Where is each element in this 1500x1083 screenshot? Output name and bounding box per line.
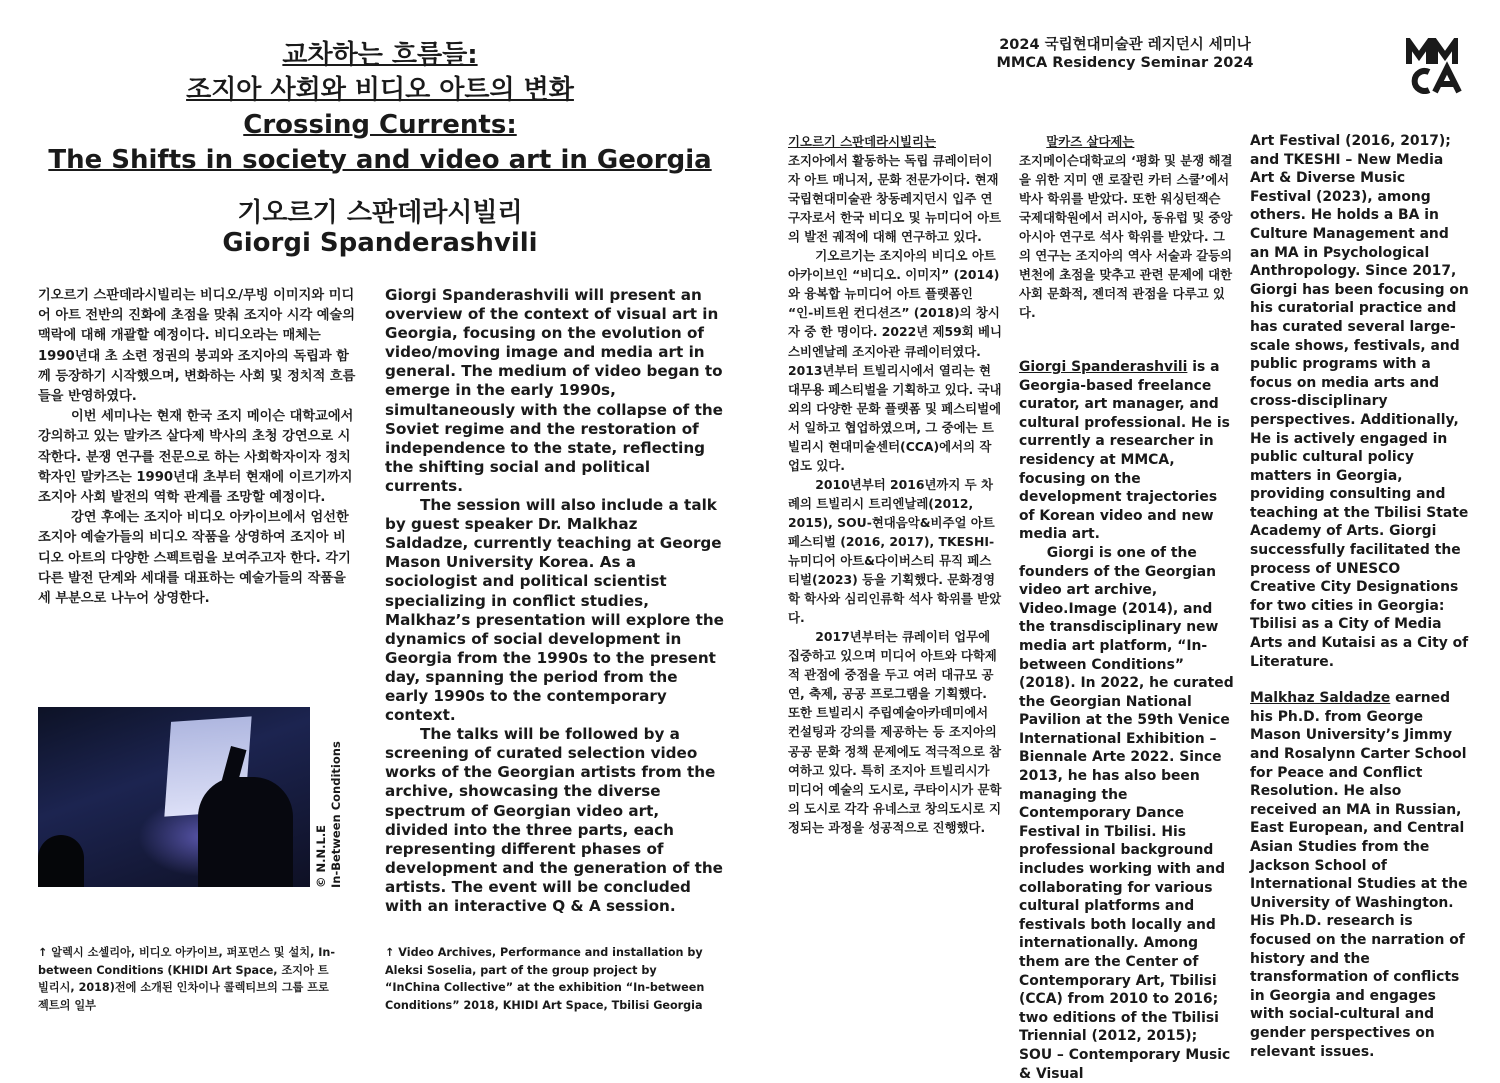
intro-english-paragraph-2: The session will also include a talk by guest speaker Dr. Malkhaz Saldadze, currently teaching at George Mason University Korea. As a sociologist and political scientist specializing in conflict studies, Malkhaz’s presentation will explore the dynamics of social development in Georgia from the 1990s to the present day, spanning the period from the early 1990s to the contemporary context. [385,496,724,725]
caption-english: ↑ Video Archives, Performance and installation by Aleksi Soselia, part of the group project by “InChina Collective” at the exhibition “In-between Conditions” 2018, KHIDI Art Space, Tbilisi Georgia [385,946,705,1012]
intro-english-paragraph-3: The talks will be followed by a screening of curated selection video works of the Georgian artists from the archive, showcasing the diverse spectrum of Georgian video art, divided into the three parts, each representing different phases of development and the generation of the artists. The event will be concluded with an interactive Q & A session. [385,725,723,915]
intro-korean-paragraph-2: 이번 세미나는 현재 한국 조지 메이슨 대학교에서 강의하고 있는 말카즈 살다제 박사의 초청 강연으로 시작한다. 분쟁 연구를 전문으로 하는 사회학자이자 정치학자인 말카즈는 1990년대 초부터 현재에 이르기까지 조지아 사회 발전의 역학 관계를 조망할 예정이다. [38,409,354,506]
bio-english-malkhaz-name: Malkhaz Saldadze [1250,690,1391,707]
title-line-2: 조지아 사회와 비디오 아트의 변화 [186,75,574,105]
speaker-name-english: Giorgi Spanderashvili [222,228,538,258]
seminar-header [960,36,1290,72]
photo-credit [314,740,354,890]
bio-english-giorgi-p1: is a Georgia-based freelance curator, art manager, and cultural professional. He is currently a researcher in residency at MMCA, focusing on the development trajectories of Korean video and new media art. [1019,359,1230,543]
bio-korean-giorgi-p3: 2010년부터 2016년까지 두 차례의 트빌리시 트리엔날레(2012, 2015), SOU-현대음악&비주얼 아트 페스티벌 (2016, 2017), TKESHI-뉴미디어 아트&다이버스티 뮤직 페스티벌(2023) 등을 기획했다. 문화경영학 학사와 심리인류학 석사 학위를 받았다. [788,476,1002,626]
caption-korean: ↑ 알렉시 소셀리아, 비디오 아카이브, 퍼포먼스 및 설치, In-between Conditions (KHIDI Art Space, 조지아 트빌리시, 2018)전에 소개된 인차이나 콜렉티브의 그룹 프로젝트의 일부 [38,946,336,1012]
bio-korean-malkhaz-p1: 조지메이슨대학교의 ‘평화 및 분쟁 해결을 위한 지미 앤 로잘린 카터 스쿨’에서 박사 학위를 받았다. 또한 워싱턴잭슨 국제대학원에서 러시아, 동유럽 및 중앙아시아 연구로 석사 학위를 받았다. 그의 연구는 조지아의 역사 서술과 갈등의 변천에 초점을 맞추고 관련 문제에 대한 사회 문화적, 젠더적 관점을 다루고 있다. [1019,153,1233,321]
bio-english-giorgi [1019,358,1235,1083]
intro-korean-paragraph-1: 기오르기 스판데라시빌리는 비디오/무빙 이미지와 미디어 아트 전반의 진화에 초점을 맞춰 조지아 시각 예술의 맥락에 대해 개괄할 예정이다. 비디오라는 매체는 1990년대 초 소련 정권의 붕괴와 조지아의 독립과 함께 등장하기 시작했으며, 변화하는 사회 및 정치적 흐름들을 반영하였다. [38,288,356,405]
bio-korean-malkhaz [1019,132,1235,322]
intro-korean-column [38,286,358,609]
mmca-logo-icon [1405,38,1463,94]
title-line-1: 교차하는 흐름들: [282,40,478,70]
bio-korean-giorgi-p1: 조지아에서 활동하는 독립 큐레이터이자 아트 매니저, 문화 전문가이다. 현재 국립현대미술관 창동레지던시 입주 연구자로서 한국 비디오 및 뉴미디어 아트의 발전 궤적에 대해 연구하고 있다. [788,153,1002,245]
performance-photo-image [38,707,310,887]
bio-english-giorgi-name: Giorgi Spanderashvili [1019,359,1188,375]
photo-credit-line-1: © N.N.L.E [314,824,328,888]
bio-english-giorgi-p3: Art Festival (2016, 2017); and TKESHI – New Media Art & Diverse Music Festival (2023), among others. He holds a BA in Culture Management and an MA in Psychological Anthropology. Since 2017, Giorgi has been focusing on his curatorial practice and has curated several large-scale shows, festivals, and public programs with a focus on media arts and cross-disciplinary perspectives. Additionally, He is actively engaged in public cultural policy matters in Georgia, providing consulting and teaching at the Tbilisi State Academy of Arts. Giorgi successfully facilitated the process of UNESCO Creative City Designations for two cities in Georgia: Tbilisi as a City of Media Arts and Kutaisi as a City of Literature. [1250,133,1469,670]
bio-korean-giorgi [788,132,1002,837]
bio-english-giorgi-p2: Giorgi is one of the founders of the Georgian video art archive, Video.Image (2014), and the transdisciplinary new media art platform, “In-between Conditions” (2018). In 2022, he curated the Georgian National Pavilion at the 59th Venice International Exhibition – Biennale Arte 2022. Since 2013, he has also been managing the Contemporary Dance Festival in Tbilisi. His professional background includes working with and collaborating for various cultural platforms and festivals both locally and internationally. Among them are the Center of Contemporary Art, Tbilisi (CCA) from 2010 to 2016; two editions of the Tbilisi Triennial (2012, 2015); SOU – Contemporary Music & Visual [1019,544,1234,1082]
intro-english-paragraph-1: Giorgi Spanderashvili will present an overview of the context of visual art in Georgia, focusing on the evolution of video/moving image and media art in general. The medium of video began to emerge in the early 1990s, simultaneously with the collapse of the Soviet regime and the restoration of independence to the state, reflecting the shifting social and political currents. [385,286,723,495]
bio-korean-malkhaz-name: 말카즈 살다제는 [1046,134,1135,149]
bio-english-malkhaz-p1: earned his Ph.D. from George Mason University’s Jimmy and Rosalynn Carter School for Peace and Conflict Resolution. He also received an MA in Russian, East European, and Central Asian Studies from the Jackson School of International Studies at the University of Washington. His Ph.D. research is focused on the narration of history and the transformation of conflicts in Georgia and engages with social-cultural and gender perspectives on relevant issues. [1250,690,1468,1060]
speaker-name [40,198,720,258]
seminar-header-english: MMCA Residency Seminar 2024 [996,55,1254,71]
title-line-4: The Shifts in society and video art in Georgia [48,145,712,175]
intro-korean-paragraph-3: 강연 후에는 조지아 비디오 아카이브에서 엄선한 조지아 예술가들의 비디오 작품을 상영하여 조지아 비디오 아트의 다양한 스펙트럼을 보여주고자 한다. 각기 다른 발전 단계와 세대를 대표하는 예술가들의 작품을 세 부분으로 나누어 상영한다. [38,510,351,607]
intro-english-column [385,286,725,916]
speaker-name-korean: 기오르기 스판데라시빌리 [237,198,523,228]
bio-english-continued [1250,132,1470,1061]
bio-korean-giorgi-name: 기오르기 스판데라시빌리는 [788,134,936,149]
title-line-3: Crossing Currents: [243,110,517,140]
seminar-header-korean: 2024 국립현대미술관 레지던시 세미나 [999,37,1251,53]
page-title [40,38,720,178]
bio-korean-giorgi-p4: 2017년부터는 큐레이터 업무에 집중하고 있으며 미디어 아트와 다학제적 관점에 중점을 두고 여러 대규모 공연, 축제, 공공 프로그램을 기획했다. 또한 트빌리시 주립예술아카데미에서 컨설팅과 강의를 제공하는 등 조지아의 공공 문화 정책 문제에도 적극적으로 참여하고 있다. 특히 조지아 트빌리시가 미디어 예술의 도시로, 쿠타이시가 문학의 도시로 각각 유네스코 창의도시로 지정되는 과정을 성공적으로 진행했다. [788,629,1002,835]
photo-credit-line-2: In-Between Conditions [329,741,343,888]
bio-korean-giorgi-p2: 기오르기는 조지아의 비디오 아트 아카이브인 “비디오. 이미지” (2014)와 융복합 뉴미디어 아트 플랫폼인 “인-비트윈 컨디션즈” (2018)의 창시자 중 한 명이다. 2022년 제59회 베니스비엔날레 조지아관 큐레이터였다. 2013년부터 트빌리시에서 열리는 현대무용 페스티벌을 기획하고 있다. 국내외의 다양한 문화 플랫폼 및 페스티벌에서 일하고 협업하였으며, 그 중에는 트빌리시 현대미술센터(CCA)에서의 작업도 있다. [788,248,1002,473]
